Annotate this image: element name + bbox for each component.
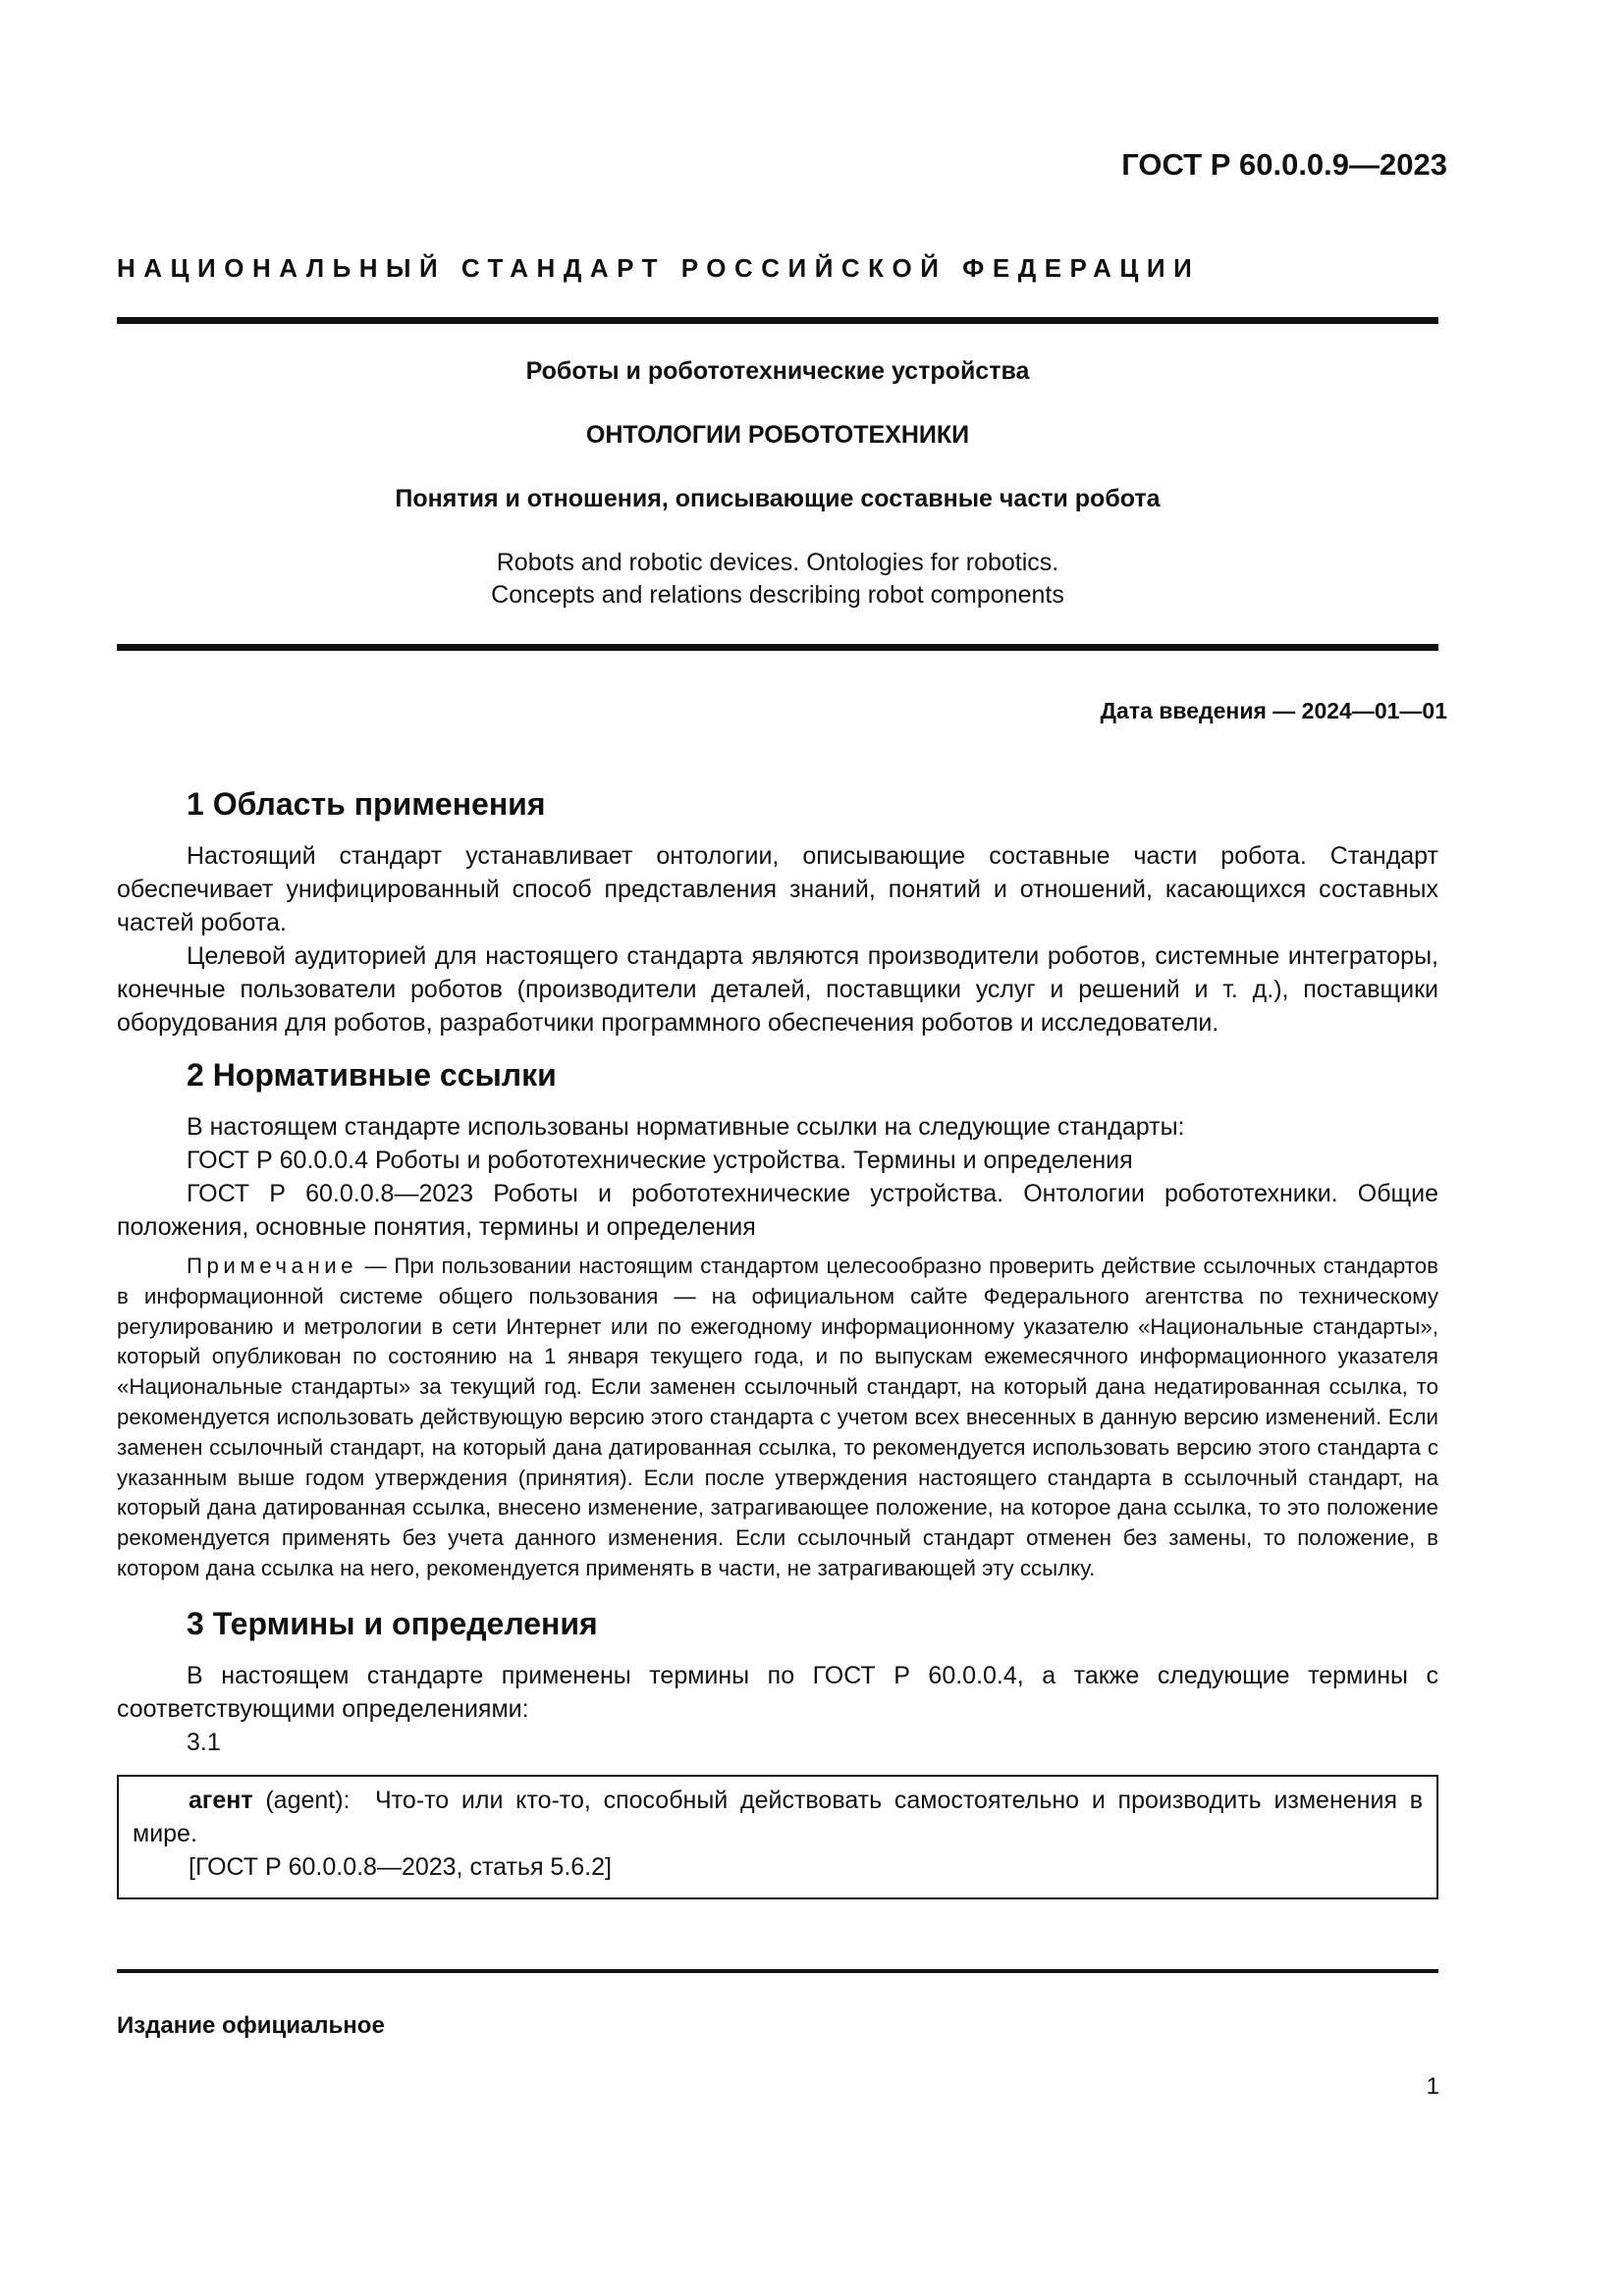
note bbox=[117, 1252, 1438, 1584]
english-title bbox=[117, 547, 1438, 612]
paragraph: Целевой аудиторией для настоящего стандарта являются производители роботов, системные интеграторы, конечные пользователи роботов (производители деталей, поставщики услуг и решений и т. д.), поставщики оборудования для роботов, разработчики программного обеспечения роботов и исследователи. bbox=[117, 942, 1438, 1037]
term-source: [ГОСТ Р 60.0.0.8—2023, статья 5.6.2] bbox=[189, 1852, 612, 1881]
term-definition bbox=[133, 1784, 1423, 1850]
section-heading: 1 Область применения bbox=[187, 786, 546, 822]
footer-rule bbox=[117, 1969, 1438, 1973]
page-number: 1 bbox=[1426, 2073, 1439, 2100]
title-bottom-rule bbox=[117, 644, 1438, 651]
introduction-date: Дата введения — 2024—01—01 bbox=[1100, 698, 1447, 723]
reference-item: ГОСТ Р 60.0.0.4 Роботы и робототехнические устройства. Термины и определения bbox=[187, 1147, 1133, 1174]
section-normative-references bbox=[117, 1055, 1438, 1584]
english-title-line-2: Concepts and relations describing robot components bbox=[491, 581, 1064, 609]
section-heading: 3 Термины и определения bbox=[187, 1605, 598, 1641]
term: агент bbox=[189, 1786, 253, 1814]
section-heading: 2 Нормативные ссылки bbox=[187, 1057, 557, 1093]
note-text: — При пользовании настоящим стандартом целесообразно проверить действие ссылочных стандартов в информационной системе общего пользования — на официальном сайте Федерального агентства по техническому регулированию и метрологии в сети Интернет или по ежегодному информационному указателю «Национальные стандарты», который опубликован по состоянию на 1 января текущего года, и по выпускам ежемесячного информационного указателя «Национальные стандарты» за текущий год. Если заменен ссылочный стандарт, на который дана недатированная ссылка, то рекомендуется использовать действующую версию этого стандарта с учетом всех внесенных в данную версию изменений. Если заменен ссылочный стандарт, на который дана датированная ссылка, то рекомендуется использовать версию этого стандарта с указанным выше годом утверждения (принятия). Если после утверждения настоящего стандарта в ссылочный стандарт, на который дана датированная ссылка, внесено изменение, затрагивающее положение, на которое дана ссылка, то это положение рекомендуется применять без учета данного изменения. Если ссылочный стандарт отменен без замены, то положение, в котором дана ссылка на него, рекомендуется применять в части, не затрагивающей эту ссылку. bbox=[117, 1254, 1438, 1580]
note-label: Примечание bbox=[187, 1254, 358, 1278]
official-edition-label: Издание официальное bbox=[117, 2012, 385, 2039]
national-standard-title: НАЦИОНАЛЬНЫЙ СТАНДАРТ РОССИЙСКОЙ ФЕДЕРАЦИИ bbox=[117, 253, 1201, 283]
title-line-1: Роботы и робототехнические устройства bbox=[525, 357, 1030, 385]
title-line-3: Понятия и отношения, описывающие составные части робота bbox=[395, 485, 1161, 512]
paragraph: В настоящем стандарте использованы нормативные ссылки на следующие стандарты: bbox=[187, 1113, 1185, 1141]
main-content bbox=[117, 784, 1438, 1899]
english-title-line-1: Robots and robotic devices. Ontologies for robotics. bbox=[496, 549, 1059, 576]
top-rule bbox=[117, 317, 1438, 324]
term-definition-box bbox=[117, 1775, 1438, 1899]
term-english: (agent): bbox=[265, 1786, 351, 1814]
title-line-2: ОНТОЛОГИИ РОБОТОТЕХНИКИ bbox=[585, 421, 970, 449]
reference-item: ГОСТ Р 60.0.0.8—2023 Роботы и робототехнические устройства. Онтологии робототехники. Общие положения, основные понятия, термины и определения bbox=[117, 1180, 1438, 1241]
definition-text: Что-то или кто-то, способный действовать самостоятельно и производить изменения в мире. bbox=[133, 1786, 1424, 1847]
paragraph: В настоящем стандарте применены термины по ГОСТ Р 60.0.0.4, а также следующие термины с соответствующими определениями: bbox=[117, 1661, 1438, 1723]
section-scope bbox=[117, 784, 1438, 1040]
term-number: 3.1 bbox=[187, 1728, 221, 1756]
section-terms bbox=[117, 1604, 1438, 1899]
paragraph: Настоящий стандарт устанавливает онтологии, описывающие составные части робота. Стандарт обеспечивает унифицированный способ представления знаний, понятий и отношений, касающихся составных частей робота. bbox=[117, 842, 1438, 936]
document-number: ГОСТ Р 60.0.0.9—2023 bbox=[1121, 147, 1447, 182]
